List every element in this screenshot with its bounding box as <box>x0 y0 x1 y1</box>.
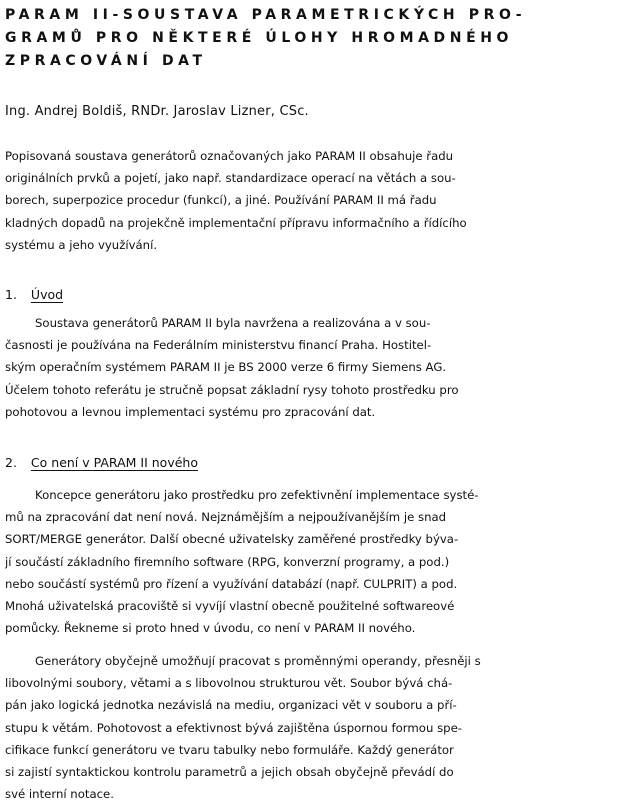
text-line: své interní notace. <box>5 787 114 802</box>
text-line: libovolnými soubory, větami a s libovolnou strukturou vět. Soubor bývá chá- <box>5 676 453 691</box>
text-line: Popisovaná soustava generátorů označovaných jako PARAM II obsahuje řadu <box>5 149 454 163</box>
text-line: mů na zpracování dat není nová. Nejznámějším a nejpoužívanějším je snad <box>5 510 447 525</box>
text-line: jí součástí základního firemního software (RPG, konverzní programy, a pod.) <box>5 554 450 569</box>
text-line: Účelem tohoto referátu je stručně popsat základní rysy tohoto prostředku pro <box>5 382 459 397</box>
text-line: pomůcky. Řekneme si proto hned v úvodu, co není v PARAM II nového. <box>5 621 416 636</box>
text-line: stupu k větám. Pohotovost a efektivnost bývá zajištěna úspornou formou spe- <box>5 720 462 735</box>
section-number: 1. <box>5 287 17 302</box>
text-line: cifikace funkcí generátoru ve tvaru tabulky nebo formuláře. Každý generátor <box>5 742 454 757</box>
authors-line: Ing. Andrej Boldiš, RNDr. Jaroslav Lizner, CSc. <box>5 104 309 119</box>
section-title: Co není v PARAM II nového <box>30 455 198 470</box>
text-line: ským operačním systémem PARAM II je BS 2000 verze 6 firmy Siemens AG. <box>5 360 447 375</box>
title-line: PARAM II-SOUSTAVA PARAMETRICKÝCH PRO- <box>5 7 527 23</box>
section-number: 2. <box>5 455 17 470</box>
text-line: borech, superpozice procedur (funkcí), a jiné. Používání PARAM II má řadu <box>5 193 437 208</box>
section-title: Úvod <box>30 287 64 302</box>
text-line: Mnohá uživatelská pracoviště si vyvíjí vlastní obecně použitelné softwareové <box>5 599 455 614</box>
title-line: ZPRACOVÁNÍ DAT <box>5 53 207 69</box>
text-line: pohotovou a levnou implementaci systému pro zpracování dat. <box>5 404 376 419</box>
text-line: Generátory obyčejně umožňují pracovat s proměnnými operandy, přesněji s <box>35 654 481 668</box>
text-line: Koncepce generátoru jako prostředku pro zefektivnění implementace systé- <box>35 488 479 502</box>
text-line: časnosti je používána na Federálním ministerstvu financí Praha. Hostitel- <box>5 338 432 353</box>
title-line: GRAMŮ PRO NĚKTERÉ ÚLOHY HROMADNÉHO <box>5 30 514 46</box>
text-line: Soustava generátorů PARAM II byla navržena a realizována a v sou- <box>35 316 431 330</box>
text-line: nebo součástí systémů pro řízení a využívání databází (např. CULPRIT) a pod. <box>5 576 458 591</box>
section-1-paragraph <box>5 312 617 423</box>
text-line: systému a jeho využívání. <box>5 237 158 252</box>
abstract-paragraph <box>5 145 617 256</box>
text-line: si zajistí syntaktickou kontrolu parametrů a jejich obsah obyčejně převádí do <box>5 765 454 780</box>
text-line: SORT/MERGE generátor. Další obecné uživatelsky zaměřené prostředky býva- <box>5 532 459 547</box>
text-line: kladných dopadů na projekčně implementační přípravu informačního a řídícího <box>5 215 467 230</box>
text-line: pán jako logická jednotka nezávislá na mediu, organizaci vět v souboru a pří- <box>5 698 457 713</box>
document-title <box>5 4 630 73</box>
section-2-paragraph-2 <box>5 650 617 805</box>
text-line: originálních prvků a pojetí, jako např. standardizace operací na větách a sou- <box>5 171 456 186</box>
section-heading-uvod <box>5 287 63 302</box>
section-heading-co-neni <box>5 455 198 470</box>
section-2-paragraph-1 <box>5 484 617 639</box>
